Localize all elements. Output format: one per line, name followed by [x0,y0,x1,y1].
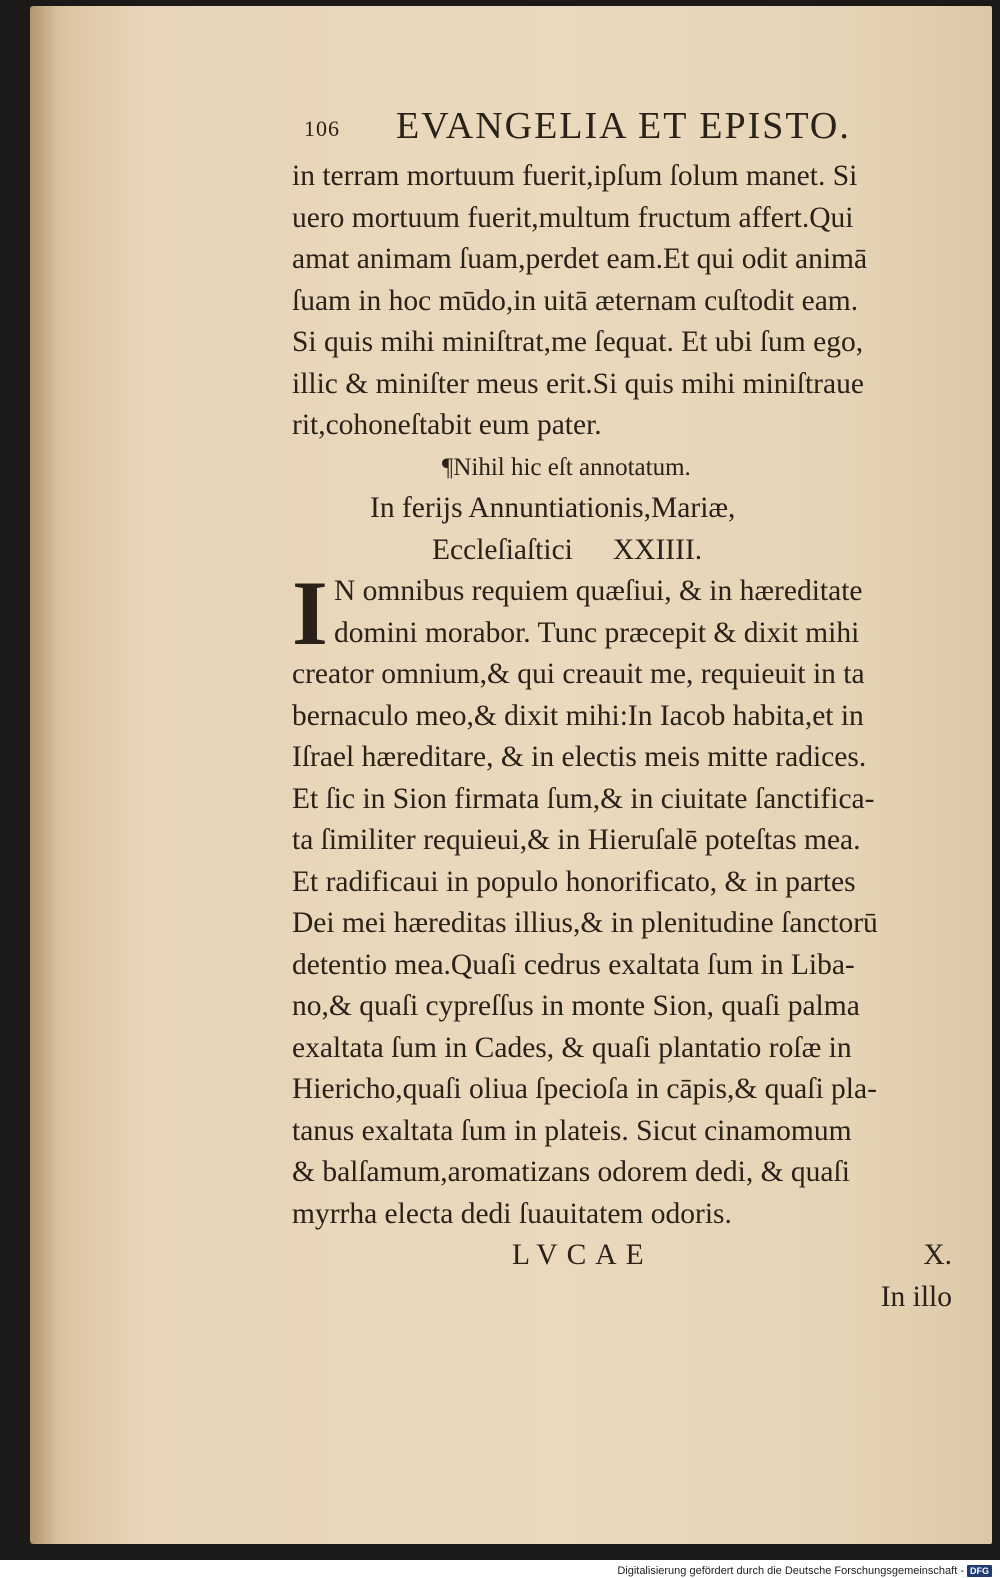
page-gutter-shadow [30,6,58,1544]
text-line: tanus exaltata ſum in plateis. Sicut cinamomum [292,1114,852,1147]
text-line: no,& quaſi cypreſſus in monte Sion, quaſi palma [292,990,860,1022]
section-subheading [292,530,952,572]
text-line: rit,cohoneſtabit eum pater. [292,409,602,441]
text-line: exaltata ſum in Cades, & quaſi plantatio roſæ in [292,1031,852,1064]
chapter-number: XXIIII. [612,533,703,566]
dfg-logo: DFG [967,1565,992,1577]
text-line: creator omnium,& qui creauit me, requieuit in ta [292,658,865,690]
text-line: N omnibus requiem quæſiui, & in hæreditate [334,575,863,607]
drop-capital: I [292,562,328,664]
text-block [292,100,952,1318]
gospel-chapter: X. [923,1239,952,1271]
text-line: detentio mea.Quaſi cedrus exaltata ſum in Liba- [292,948,855,981]
digitization-credit [617,1565,992,1577]
initial-paragraph [292,562,952,664]
text-line: myrrha electa dedi ſuauitatem odoris. [292,1197,732,1230]
book-name: Eccleſiaſtici [432,533,573,566]
section-heading: In ferijs Annuntiationis,Mariæ, [370,492,736,524]
catchword: In illo [880,1280,952,1313]
text-line: illic & miniſter meus erit.Si quis mihi miniſtraue [292,367,864,400]
text-line: Iſrael hæreditare, & in electis meis mitte radices. [292,741,867,773]
text-line: Dei mei hæreditas illius,& in plenitudine ſanctorū [292,907,878,939]
running-title: EVANGELIA ET EPISTO. [396,105,851,147]
text-line: bernaculo meo,& dixit mihi:In Iacob habita,et in [292,699,864,732]
text-line: Et radificaui in populo honorificato, & in partes [292,865,856,898]
text-line: & balſamum,aromatizans odorem dedi, & quaſi [292,1156,850,1188]
text-line: Hiericho,quaſi oliua ſpecioſa in cāpis,& quaſi pla- [292,1073,877,1105]
text-line: Et ſic in Sion firmata ſum,& in ciuitate ſanctifica- [292,782,875,815]
text-line: amat animam ſuam,perdet eam.Et qui odit animā [292,243,868,275]
text-line: in terram mortuum fuerit,ipſum ſolum manet. Si [292,160,858,192]
page-number: 106 [304,116,340,141]
running-head [292,100,952,154]
gospel-heading: LVCAE [512,1239,653,1271]
gospel-heading-row [292,1235,952,1277]
credit-text: Digitalisierung gefördert durch die Deutsche Forschungsgemeinschaft - [617,1565,964,1577]
text-line: ſuam in hoc mūdo,in uitā æternam cuſtodit eam. [292,284,859,317]
annotation-note: ¶Nihil hic eſt annotatum. [442,453,691,481]
text-line: ta ſimiliter requieui,& in Hieruſalē poteſtas mea. [292,824,861,856]
text-line: uero mortuum fuerit,multum fructum affert.Qui [292,201,854,234]
text-line: Si quis mihi miniſtrat,me ſequat. Et ubi ſum ego, [292,326,864,358]
text-line: domini morabor. Tunc præcepit & dixit mihi [334,616,860,649]
